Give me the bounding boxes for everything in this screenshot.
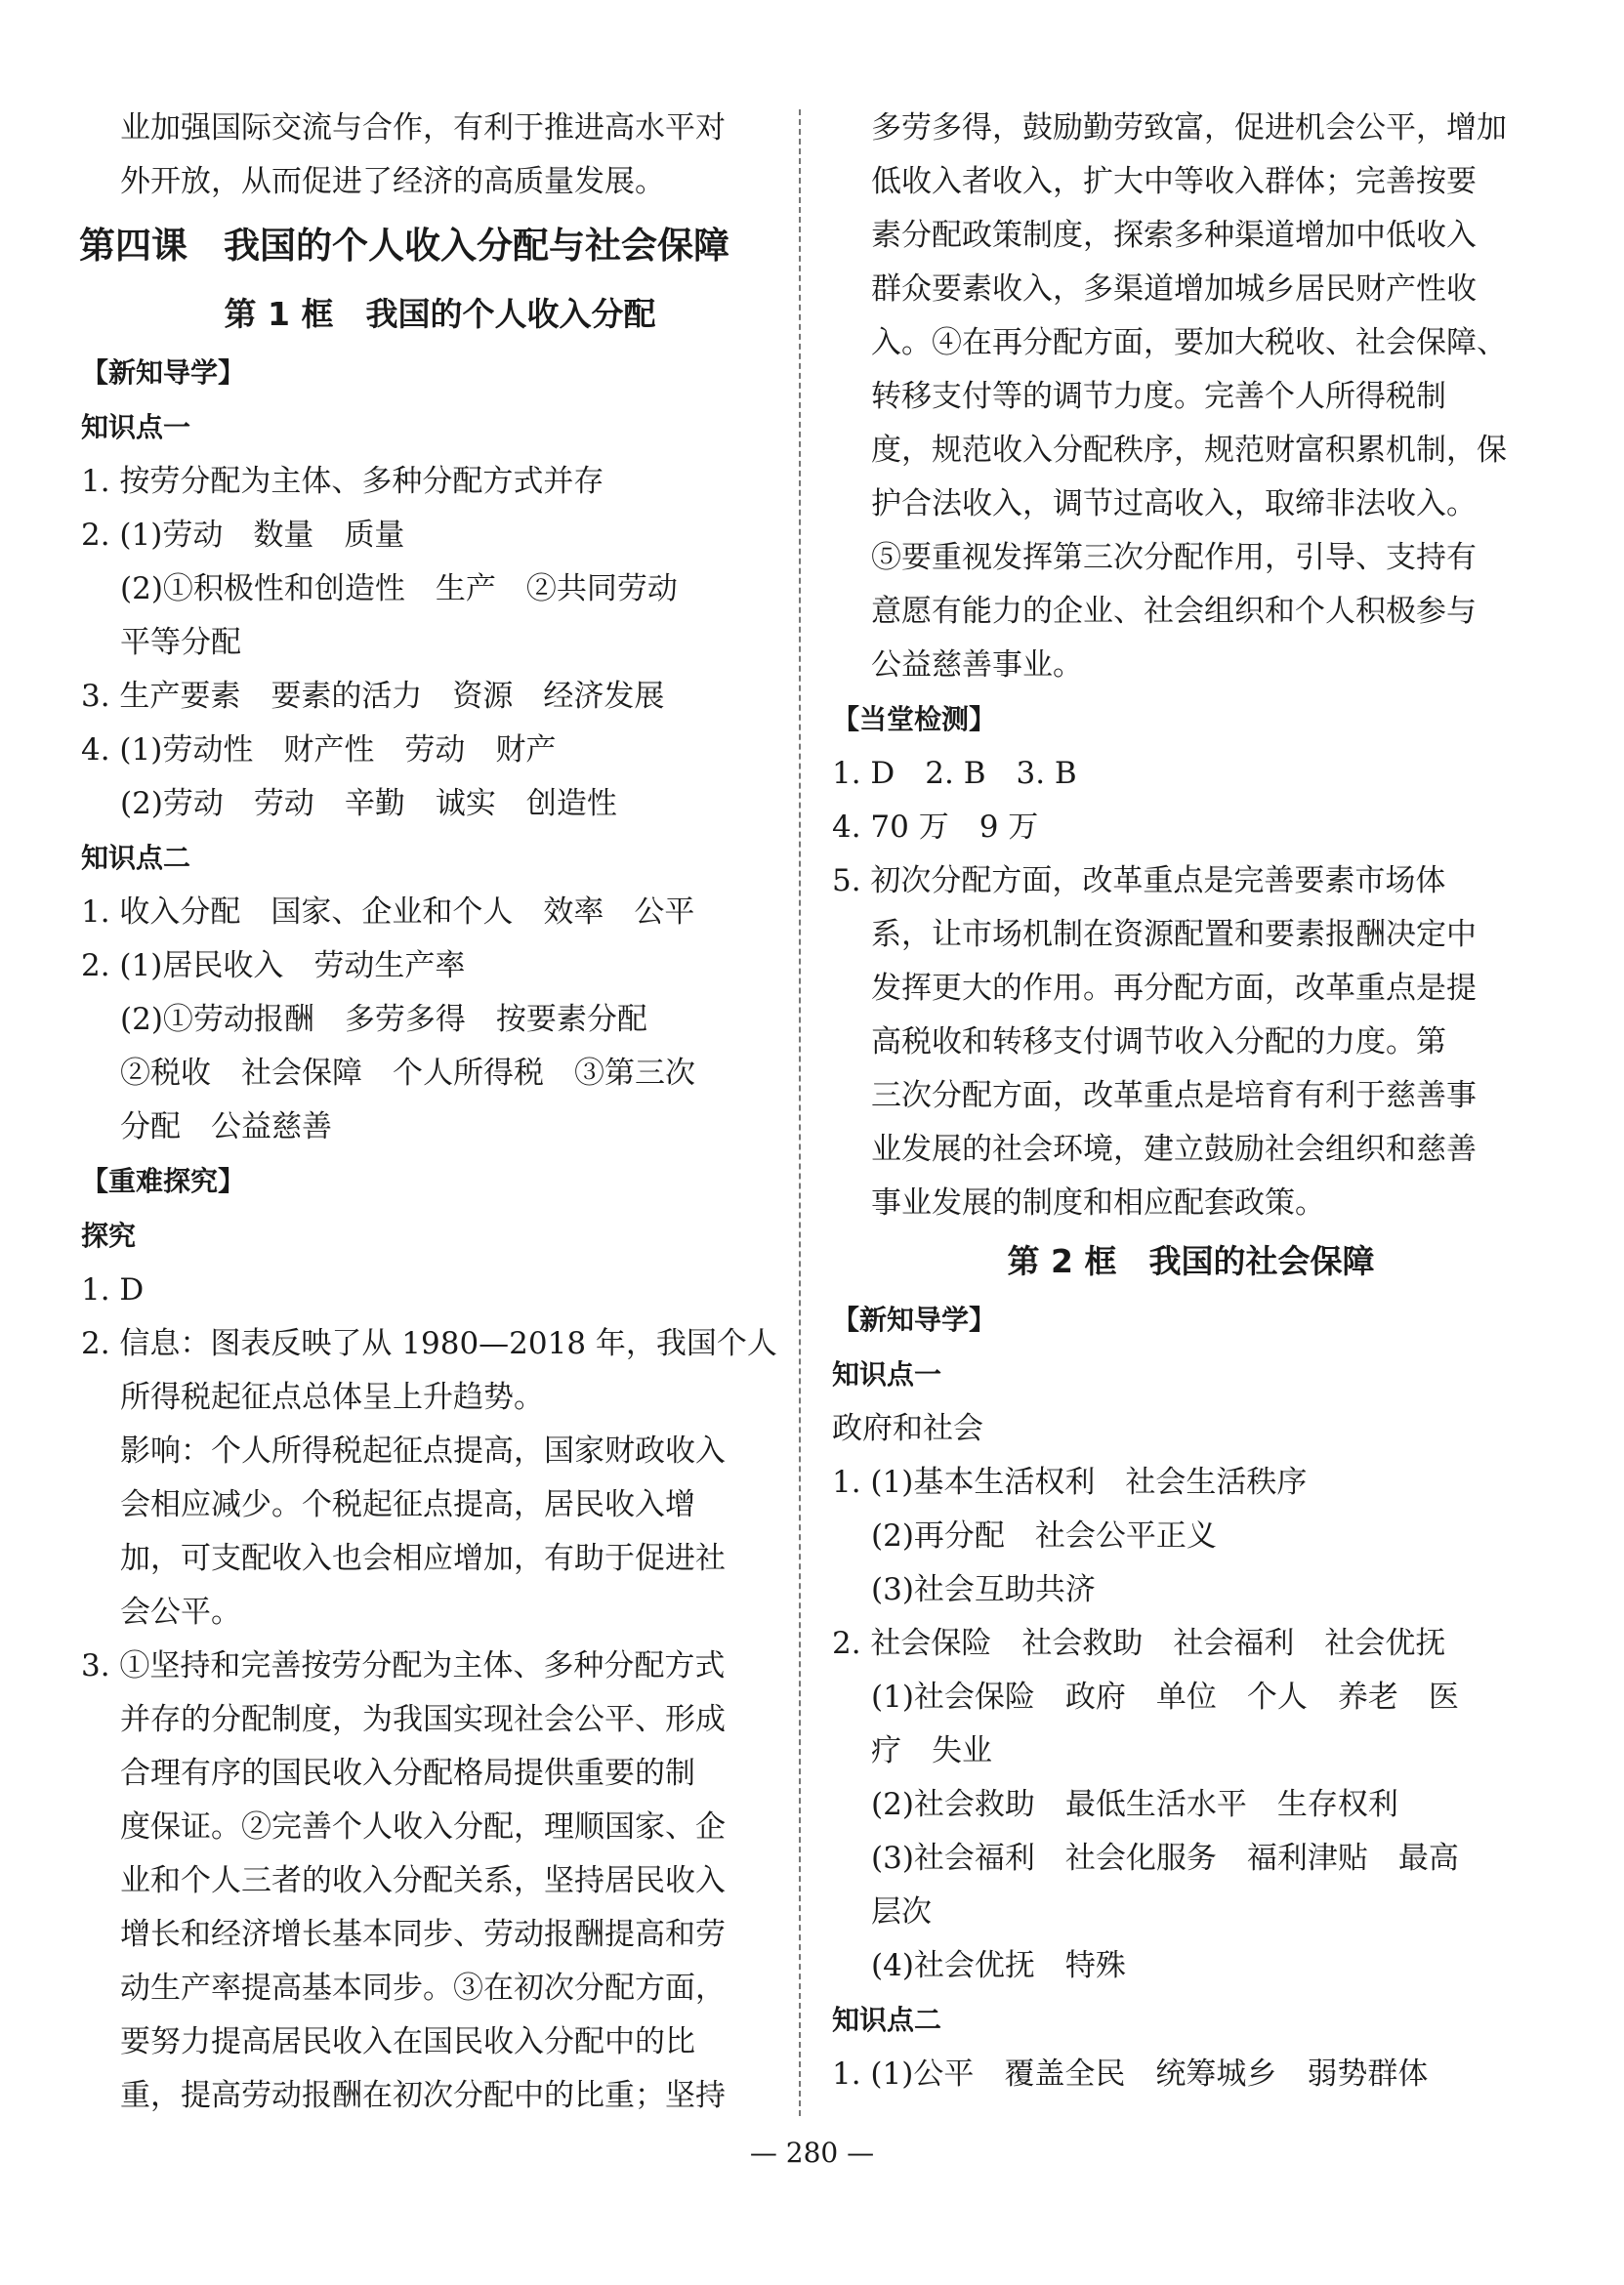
- column-divider: [799, 109, 801, 2116]
- ss-item-2c: 疗 失业: [871, 1733, 992, 1768]
- section-new-knowledge: 【新知导学】: [81, 356, 246, 389]
- test-item-5-line: 业发展的社会环境，建立鼓励社会组织和慈善: [871, 1132, 1477, 1167]
- kp2-item-2a: 2. (1)居民收入 劳动生产率: [81, 948, 466, 983]
- explore-item-3-line: 度保证。②完善个人收入分配，理顺国家、企: [120, 1809, 726, 1845]
- continued-line: 公益慈善事业。: [871, 647, 1083, 683]
- explore-item-2-line: 会相应减少。个税起征点提高，居民收入增: [120, 1487, 695, 1522]
- ss-item-2g: (4)社会优抚 特殊: [871, 1948, 1126, 1983]
- kp1-item-4b: (2)劳动 劳动 辛勤 诚实 创造性: [120, 786, 617, 821]
- explore-item-3-line: 重，提高劳动报酬在初次分配中的比重；坚持: [120, 2078, 726, 2113]
- explore-item-2-line: 会公平。: [120, 1595, 241, 1630]
- explore-item-3-line: 动生产率提高基本同步。③在初次分配方面，: [120, 1971, 726, 2006]
- frame1-title: 第 1 框 我国的个人收入分配: [224, 295, 656, 333]
- explore-item-3-line: 并存的分配制度，为我国实现社会公平、形成: [120, 1702, 726, 1737]
- section-key-difficult: 【重难探究】: [81, 1165, 246, 1197]
- kp1-item-3: 3. 生产要素 要素的活力 资源 经济发展: [81, 679, 665, 714]
- ss-item-1b: (2)再分配 社会公平正义: [871, 1518, 1217, 1554]
- explore-heading: 探究: [81, 1220, 137, 1252]
- kp1-item-2b: (2)①积极性和创造性 生产 ②共同劳动: [120, 571, 678, 606]
- explore-item-2-line: 所得税起征点总体呈上升趋势。: [120, 1380, 544, 1415]
- ss-item-2e: (3)社会福利 社会化服务 福利津贴 最高: [871, 1841, 1459, 1876]
- left-column: [81, 102, 799, 2123]
- kp1-item-2c: 平等分配: [120, 625, 241, 660]
- test-item-5-line: 系，让市场机制在资源配置和要素报酬决定中: [871, 917, 1477, 952]
- page-number: — 280 —: [749, 2137, 875, 2169]
- intro-line-1: 业加强国际交流与合作，有利于推进高水平对: [120, 110, 726, 145]
- explore-item-2-line: 影响：个人所得税起征点提高，国家财政收入: [120, 1433, 726, 1469]
- explore-item-3-line: 3. ①坚持和完善按劳分配为主体、多种分配方式: [81, 1648, 726, 1683]
- section-class-test: 【当堂检测】: [832, 703, 997, 735]
- knowledge-point-2-b: 知识点二: [832, 2004, 942, 2036]
- continued-line: 入。④在再分配方面，要加大税收、社会保障、: [871, 325, 1507, 360]
- explore-item-3-line: 合理有序的国民收入分配格局提供重要的制: [120, 1756, 695, 1791]
- continued-line: 多劳多得，鼓励勤劳致富，促进机会公平，增加: [871, 110, 1507, 145]
- continued-line: 意愿有能力的企业、社会组织和个人积极参与: [871, 594, 1477, 629]
- kp2b-item-1: 1. (1)公平 覆盖全民 统筹城乡 弱势群体: [832, 2056, 1429, 2092]
- continued-line: 低收入者收入，扩大中等收入群体；完善按要: [871, 164, 1477, 199]
- kp1-item-4a: 4. (1)劳动性 财产性 劳动 财产: [81, 732, 557, 768]
- explore-item-2-line: 加，可支配收入也会相应增加，有助于促进社: [120, 1541, 726, 1576]
- explore-item-3-line: 业和个人三者的收入分配关系，坚持居民收入: [120, 1863, 726, 1898]
- test-item-5-line: 三次分配方面，改革重点是培育有利于慈善事: [871, 1078, 1477, 1113]
- kp2-item-2b: (2)①劳动报酬 多劳多得 按要素分配: [120, 1002, 647, 1037]
- test-items-1-3: 1. D 2. B 3. B: [832, 756, 1077, 791]
- continued-line: 度，规范收入分配秩序，规范财富积累机制，保: [871, 433, 1507, 468]
- test-item-5-line: 发挥更大的作用。再分配方面，改革重点是提: [871, 971, 1477, 1006]
- continued-line: 护合法收入，调节过高收入，取缔非法收入。: [871, 486, 1477, 521]
- ss-item-2a: 2. 社会保险 社会救助 社会福利 社会优抚: [832, 1626, 1446, 1661]
- kp2-item-2d: 分配 公益慈善: [120, 1109, 332, 1144]
- kp2-item-2c: ②税收 社会保障 个人所得税 ③第三次: [120, 1056, 695, 1091]
- right-column: [832, 102, 1550, 2101]
- knowledge-point-1-b: 知识点一: [832, 1358, 942, 1391]
- intro-line-2: 外开放，从而促进了经济的高质量发展。: [120, 164, 665, 199]
- explore-item-3-line: 要努力提高居民收入在国民收入分配中的比: [120, 2024, 695, 2059]
- continued-line: 素分配政策制度，探索多种渠道增加中低收入: [871, 218, 1477, 253]
- continued-line: 转移支付等的调节力度。完善个人所得税制: [871, 379, 1446, 414]
- ss-item-2b: (1)社会保险 政府 单位 个人 养老 医: [871, 1680, 1459, 1715]
- continued-line: ⑤要重视发挥第三次分配作用，引导、支持有: [871, 540, 1477, 575]
- test-item-5-line: 高税收和转移支付调节收入分配的力度。第: [871, 1024, 1446, 1059]
- ss-item-2f: 层次: [871, 1894, 932, 1930]
- explore-item-2-line: 2. 信息：图表反映了从 1980—2018 年，我国个人: [81, 1326, 777, 1361]
- explore-item-3-line: 增长和经济增长基本同步、劳动报酬提高和劳: [120, 1917, 726, 1952]
- lesson-title: 第四课 我国的个人收入分配与社会保障: [79, 225, 729, 267]
- knowledge-point-2: 知识点二: [81, 842, 191, 874]
- kp2-item-1: 1. 收入分配 国家、企业和个人 效率 公平: [81, 894, 695, 930]
- kp1-item-1: 1. 按劳分配为主体、多种分配方式并存: [81, 464, 604, 499]
- test-item-5-line: 事业发展的制度和相应配套政策。: [871, 1185, 1325, 1221]
- test-item-5-line: 5. 初次分配方面，改革重点是完善要素市场体: [832, 863, 1446, 898]
- frame2-title: 第 2 框 我国的社会保障: [1007, 1242, 1375, 1280]
- ss-item-1a: 1. (1)基本生活权利 社会生活秩序: [832, 1465, 1308, 1500]
- ss-item-1c: (3)社会互助共济: [871, 1572, 1096, 1607]
- section-new-knowledge-2: 【新知导学】: [832, 1304, 997, 1336]
- gov-society: 政府和社会: [832, 1411, 983, 1446]
- kp1-item-2a: 2. (1)劳动 数量 质量: [81, 518, 405, 553]
- knowledge-point-1: 知识点一: [81, 411, 191, 443]
- ss-item-2d: (2)社会救助 最低生活水平 生存权利: [871, 1787, 1398, 1822]
- explore-item-1: 1. D: [81, 1272, 145, 1308]
- test-item-4: 4. 70 万 9 万: [832, 810, 1039, 845]
- continued-line: 群众要素收入，多渠道增加城乡居民财产性收: [871, 271, 1477, 307]
